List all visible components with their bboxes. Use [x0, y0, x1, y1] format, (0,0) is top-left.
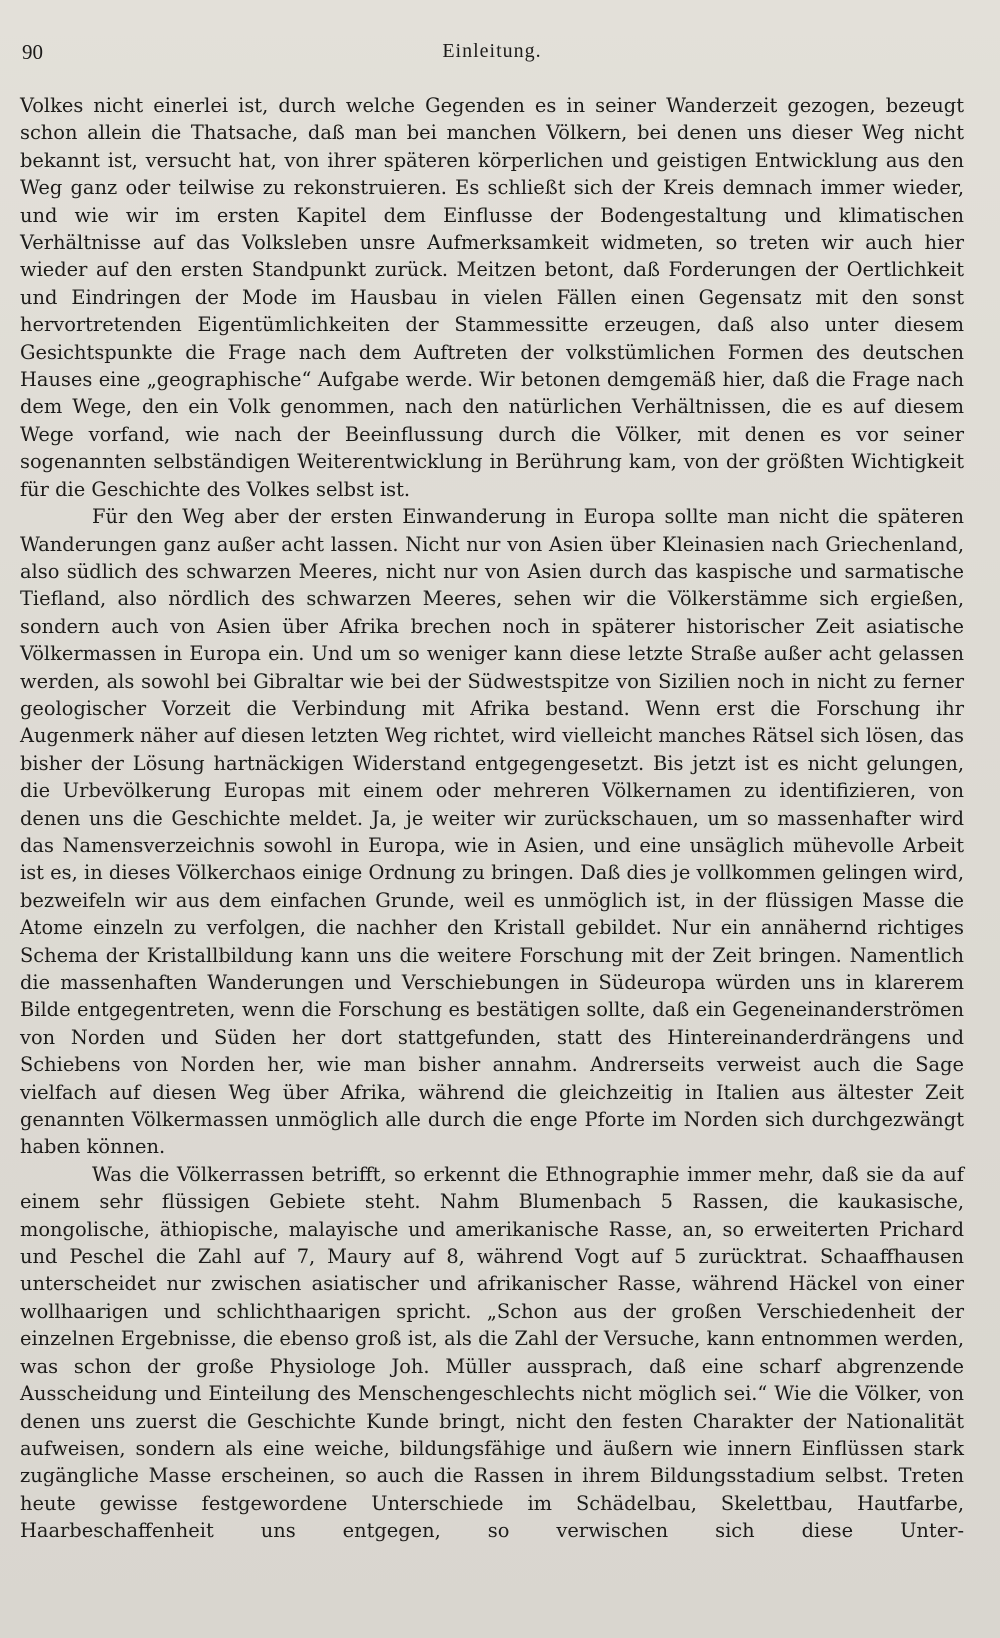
paragraph-3: Was die Völkerrassen betrifft, so erkennt die Ethnographie immer mehr, daß sie da auf einem sehr flüssigen Gebiete steht. Nahm Blumenbach 5 Rassen, die kaukasische, mongolische, äthiopische, malayische und amerikanische Rasse, an, so erweiterten Prichard und Peschel die Zahl auf 7, Maury auf 8, während Vogt auf 5 zurücktrat. Schaaffhausen unterscheidet nur zwischen asiatischer und afrikanischer Rasse, während Häckel von einer wollhaarigen und schlichthaarigen spricht. „Schon aus der großen Verschiedenheit der einzelnen Ergebnisse, die ebenso groß ist, als die Zahl der Versuche, kann entnommen werden, was schon der große Physiologe Joh. Müller aussprach, daß eine scharf abgrenzende Ausscheidung und Einteilung des Menschengeschlechts nicht möglich sei.“ Wie die Völker, von denen uns zuerst die Geschichte Kunde bringt, nicht den festen Charakter der Nationalität aufweisen, sondern als eine weiche, bildungsfähige und äußern wie innern Einflüssen stark zugängliche Masse erscheinen, so auch die Rassen in ihrem Bildungsstadium selbst. Treten heute gewisse festgewordene Unterschiede im Schädelbau, Skelettbau, Hautfarbe, Haarbeschaffenheit uns entgegen, so verwischen sich diese Unter- — [20, 1162, 964, 1543]
running-head: Einleitung. — [442, 40, 542, 62]
page-number: 90 — [22, 40, 43, 64]
body-text — [20, 92, 964, 1545]
paragraph-2: Für den Weg aber der ersten Einwanderung in Europa sollte man nicht die späteren Wanderungen ganz außer acht lassen. Nicht nur von Asien über Kleinasien nach Griechenland, also südlich des schwarzen Meeres, nicht nur von Asien durch das kaspische und sarmatische Tiefland, also nördlich des schwarzen Meeres, sehen wir die Völkerstämme sich ergießen, sondern auch von Asien über Afrika brechen noch in späterer historischer Zeit asiatische Völkermassen in Europa ein. Und um so weniger kann diese letzte Straße außer acht gelassen werden, als sowohl bei Gibraltar wie bei der Südwestspitze von Sizilien noch in nicht zu ferner geologischer Vorzeit die Verbindung mit Afrika bestand. Wenn erst die Forschung ihr Augenmerk näher auf diesen letzten Weg richtet, wird vielleicht manches Rätsel sich lösen, das bisher der Lösung hartnäckigen Widerstand entgegengesetzt. Bis jetzt ist es nicht gelungen, die Urbevölkerung Europas mit einem oder mehreren Völkernamen zu identifizieren, von denen uns die Geschichte meldet. Ja, je weiter wir zurückschauen, um so massenhafter wird das Namensverzeichnis sowohl in Europa, wie in Asien, und eine unsäglich mühevolle Arbeit ist es, in dieses Völkerchaos einige Ordnung zu bringen. Daß dies je vollkommen gelingen wird, bezweifeln wir aus dem einfachen Grunde, weil es unmöglich ist, in der flüssigen Masse die Atome einzeln zu verfolgen, die nachher den Kristall gebildet. Nur ein annähernd richtiges Schema der Kristallbildung kann uns die weitere Forschung mit der Zeit bringen. Namentlich die massenhaften Wanderungen und Verschiebungen in Südeuropa würden uns in klarerem Bilde entgegentreten, wenn die Forschung es bestätigen sollte, daß ein Gegeneinanderströmen von Norden und Süden her dort stattgefunden, statt des Hintereinanderdrängens und Schiebens von Norden her, wie man bisher annahm. Andrerseits verweist auch die Sage vielfach auf diesen Weg über Afrika, während die gleichzeitig in Italien aus ältester Zeit genannten Völkermassen unmöglich alle durch die enge Pforte im Norden sich durchgezwängt haben können. — [20, 505, 964, 1159]
page-header — [20, 40, 964, 80]
paragraph-1: Volkes nicht einerlei ist, durch welche Gegenden es in seiner Wanderzeit gezogen, bezeugt schon allein die Thatsache, daß man bei manchen Völkern, bei denen uns dieser Weg nicht bekannt ist, versucht hat, von ihrer späteren körperlichen und geistigen Entwicklung aus den Weg ganz oder teilwise zu rekonstruieren. Es schließt sich der Kreis demnach immer wieder, und wie wir im ersten Kapitel dem Einflusse der Bodengestaltung und klimatischen Verhältnisse auf das Volksleben unsre Aufmerksamkeit widmeten, so treten wir auch hier wieder auf den ersten Standpunkt zurück. Meitzen betont, daß Forderungen der Oertlichkeit und Eindringen der Mode im Hausbau in vielen Fällen einen Gegensatz mit den sonst hervortretenden Eigentümlichkeiten der Stammessitte erzeugen, daß also unter diesem Gesichtspunkte die Frage nach dem Auftreten der volkstümlichen Formen des deutschen Hauses eine „geographische“ Aufgabe werde. Wir betonen demgemäß hier, daß die Frage nach dem Wege, den ein Volk genommen, nach den natürlichen Verhältnissen, die es auf diesem Wege vorfand, wie nach der Beeinflussung durch die Völker, mit denen es vor seiner sogenannten selbständigen Weiterentwicklung in Berührung kam, von der größten Wichtigkeit für die Geschichte des Volkes selbst ist. — [20, 94, 964, 501]
